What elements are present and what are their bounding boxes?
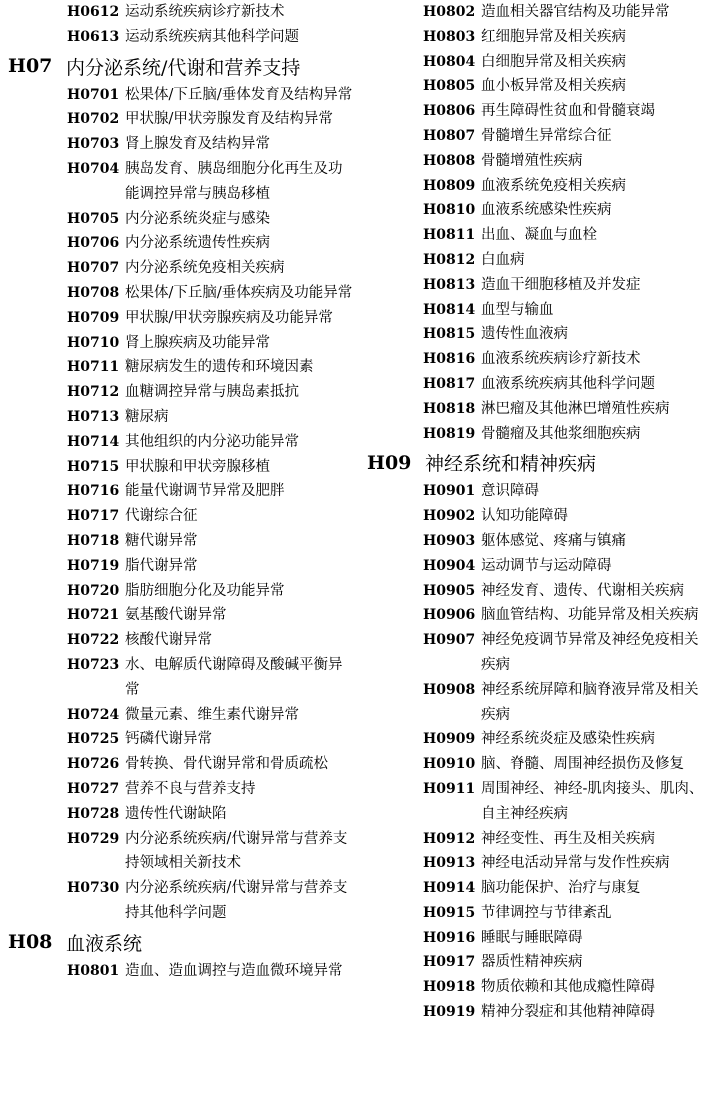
item-text: 出血、凝血与血栓 [481,227,597,244]
section-code: H08 [8,931,53,954]
item-code: H0612 [67,4,120,20]
item-text: 松果体/下丘脑/垂体疾病及功能异常 [125,284,353,301]
item-text: 内分泌系统免疫相关疾病 [125,260,285,277]
item-code: H0613 [67,28,120,45]
item-text: 脑、脊髓、周围神经损伤及修复 [481,756,684,773]
item-text: 血液系统疾病其他科学问题 [481,375,655,392]
item-code: H0918 [423,979,476,996]
section-code: H07 [8,55,53,78]
item-text: 神经变性、再生及相关疾病 [481,830,655,847]
item-text: 脑血管结构、功能异常及相关疾病 [481,607,699,624]
list-item [365,25,720,50]
item-code: H0901 [423,483,476,500]
item-text: 肾上腺疾病及功能异常 [125,334,270,351]
item-text: 淋巴瘤及其他淋巴增殖性疾病 [481,400,670,417]
list-item [0,529,360,554]
item-code: H0810 [423,202,476,219]
item-text: 造血相关器官结构及功能异常 [481,4,670,20]
item-text: 遗传性代谢缺陷 [125,805,227,822]
item-text: 松果体/下丘脑/垂体发育及结构异常 [125,86,353,103]
list-item [0,455,360,480]
list-item [365,50,720,75]
item-text: 能量代谢调节异常及肥胖 [125,483,285,500]
item-code: H0815 [423,326,476,343]
item-text: 红细胞异常及相关疾病 [481,28,626,45]
item-code: H0710 [67,334,120,351]
section-heading [0,926,360,959]
item-text: 钙磷代谢异常 [125,731,212,748]
item-text: 核酸代谢异常 [125,632,212,649]
item-text: 血型与输血 [481,301,554,318]
item-text: 精神分裂症和其他精神障碍 [481,1004,655,1021]
item-code: H0915 [423,904,476,921]
item-code: H0911 [423,780,476,797]
item-code: H0919 [423,1004,476,1021]
list-item [0,231,360,256]
item-code: H0912 [423,830,476,847]
item-code: H0727 [67,780,120,797]
list-item [0,727,360,752]
list-item [0,207,360,232]
list-item [365,529,720,554]
list-item [365,628,720,678]
list-item [365,322,720,347]
list-item [365,926,720,951]
item-text: 内分泌系统炎症与感染 [125,210,270,227]
item-code: H0707 [67,260,120,277]
item-text: 认知功能障碍 [481,508,568,525]
list-item [365,827,720,852]
item-text: 骨髓瘤及其他浆细胞疾病 [481,425,641,442]
item-code: H0803 [423,28,476,45]
item-text: 神经电活动异常与发作性疾病 [481,855,670,872]
list-item [365,273,720,298]
item-code: H0902 [423,508,476,525]
item-text: 内分泌系统疾病/代谢异常与营养支持其他科学问题 [125,880,348,921]
section-title: 内分泌系统/代谢和营养支持 [66,56,301,79]
item-code: H0730 [67,880,120,897]
list-item [365,950,720,975]
item-text: 脂代谢异常 [125,557,198,574]
item-code: H0715 [67,458,120,475]
list-item [365,876,720,901]
item-text: 糖尿病 [125,408,169,425]
item-text: 造血、造血调控与造血微环境异常 [125,962,343,979]
item-text: 脑功能保护、治疗与康复 [481,880,641,897]
list-item [0,355,360,380]
item-text: 代谢综合征 [125,508,198,525]
list-item [0,479,360,504]
item-text: 胰岛发育、胰岛细胞分化再生及功能调控异常与胰岛移植 [125,160,343,202]
item-text: 甲状腺和甲状旁腺移植 [125,458,270,475]
item-text: 运动调节与运动障碍 [481,557,612,574]
item-code: H0704 [67,160,120,177]
list-item [0,0,360,25]
item-text: 血液系统免疫相关疾病 [481,177,626,194]
item-code: H0914 [423,880,476,897]
item-text: 躯体感觉、疼痛与镇痛 [481,532,626,549]
list-item [365,149,720,174]
item-code: H0717 [67,508,120,525]
item-code: H0708 [67,284,120,301]
item-text: 骨转换、骨代谢异常和骨质疏松 [125,756,328,773]
item-text: 意识障碍 [481,483,539,500]
item-text: 造血干细胞移植及并发症 [481,276,641,293]
item-code: H0709 [67,309,120,326]
item-code: H0701 [67,86,120,103]
list-item [365,397,720,422]
item-text: 神经免疫调节异常及神经免疫相关疾病 [481,632,699,673]
item-text: 血小板异常及相关疾病 [481,78,626,95]
list-item [0,157,360,207]
item-text: 营养不良与营养支持 [125,780,256,797]
item-code: H0705 [67,210,120,227]
list-item [0,83,360,108]
section-heading [0,50,360,83]
section-heading [365,446,720,479]
item-text: 内分泌系统遗传性疾病 [125,235,270,252]
item-code: H0807 [423,127,476,144]
item-code: H0726 [67,756,120,773]
list-item [365,504,720,529]
item-code: H0801 [67,962,120,979]
section-title: 神经系统和精神疾病 [425,453,597,476]
item-code: H0714 [67,433,120,450]
item-text: 内分泌系统疾病/代谢异常与营养支持领域相关新技术 [125,830,348,872]
list-item [0,331,360,356]
list-item [0,628,360,653]
list-item [0,703,360,728]
list-item [365,223,720,248]
item-text: 神经发育、遗传、代谢相关疾病 [481,582,684,599]
item-text: 周围神经、神经-肌肉接头、肌肉、自主神经疾病 [481,780,704,822]
item-code: H0917 [423,954,476,971]
item-text: 再生障碍性贫血和骨髓衰竭 [481,103,655,120]
item-code: H0721 [67,607,120,624]
item-code: H0816 [423,351,476,368]
list-item [0,827,360,877]
item-code: H0716 [67,483,120,500]
item-text: 其他组织的内分泌功能异常 [125,433,299,450]
item-text: 白血病 [481,251,525,268]
right-column [365,0,720,1025]
section-title: 血液系统 [66,932,143,955]
item-code: H0813 [423,276,476,293]
item-code: H0908 [423,681,476,698]
item-code: H0806 [423,103,476,120]
item-code: H0909 [423,731,476,748]
list-item [365,198,720,223]
item-code: H0809 [423,177,476,194]
list-item [0,876,360,926]
list-item [0,504,360,529]
list-item [365,603,720,628]
item-text: 骨髓增殖性疾病 [481,152,583,169]
item-code: H0905 [423,582,476,599]
item-code: H0910 [423,756,476,773]
item-code: H0702 [67,111,120,128]
item-code: H0916 [423,929,476,946]
item-code: H0728 [67,805,120,822]
list-item [0,603,360,628]
item-code: H0723 [67,656,120,673]
item-code: H0907 [423,632,476,649]
item-code: H0729 [67,830,120,847]
item-code: H0720 [67,582,120,599]
item-code: H0725 [67,731,120,748]
item-code: H0711 [67,359,120,376]
list-item [365,99,720,124]
list-item [365,422,720,447]
list-item [365,727,720,752]
item-code: H0903 [423,532,476,549]
list-item [365,174,720,199]
list-item [0,653,360,703]
list-item [365,372,720,397]
list-item [365,851,720,876]
list-item [365,554,720,579]
list-item [0,380,360,405]
list-item [365,752,720,777]
item-text: 运动系统疾病其他科学问题 [125,28,299,45]
list-item [365,579,720,604]
list-item [365,479,720,504]
list-item [0,579,360,604]
item-code: H0805 [423,78,476,95]
list-item [365,0,720,25]
item-text: 遗传性血液病 [481,326,568,343]
item-text: 水、电解质代谢障碍及酸碱平衡异常 [125,656,343,698]
item-code: H0802 [423,4,476,20]
list-item [365,975,720,1000]
left-column [0,0,360,983]
item-code: H0719 [67,557,120,574]
list-item [0,959,360,984]
item-text: 血液系统疾病诊疗新技术 [481,351,641,368]
list-item [0,256,360,281]
item-code: H0718 [67,532,120,549]
item-text: 睡眠与睡眠障碍 [481,929,583,946]
item-code: H0913 [423,855,476,872]
item-text: 节律调控与节律紊乱 [481,904,612,921]
item-text: 氨基酸代谢异常 [125,607,227,624]
list-item [0,430,360,455]
list-item [0,107,360,132]
list-item [365,298,720,323]
list-item [0,405,360,430]
list-item [365,901,720,926]
item-code: H0819 [423,425,476,442]
item-text: 糖代谢异常 [125,532,198,549]
section-code: H09 [367,451,412,474]
item-text: 微量元素、维生素代谢异常 [125,706,299,723]
list-item [365,74,720,99]
list-item [365,248,720,273]
item-code: H0904 [423,557,476,574]
item-text: 神经系统炎症及感染性疾病 [481,731,655,748]
item-code: H0706 [67,235,120,252]
list-item [0,802,360,827]
list-item [0,306,360,331]
item-text: 物质依赖和其他成瘾性障碍 [481,979,655,996]
list-item [365,777,720,827]
item-text: 骨髓增生异常综合征 [481,127,612,144]
item-text: 脂肪细胞分化及功能异常 [125,582,285,599]
item-code: H0906 [423,607,476,624]
item-code: H0814 [423,301,476,318]
item-code: H0804 [423,53,476,70]
list-item [365,678,720,728]
item-code: H0812 [423,251,476,268]
item-text: 血糖调控异常与胰岛素抵抗 [125,384,299,401]
list-item [0,132,360,157]
item-code: H0808 [423,152,476,169]
item-text: 甲状腺/甲状旁腺发育及结构异常 [125,111,333,128]
item-text: 糖尿病发生的遗传和环境因素 [125,359,314,376]
item-code: H0713 [67,408,120,425]
item-text: 肾上腺发育及结构异常 [125,136,270,153]
list-item [0,777,360,802]
item-code: H0817 [423,375,476,392]
item-code: H0811 [423,227,476,244]
item-code: H0724 [67,706,120,723]
item-code: H0818 [423,400,476,417]
item-text: 甲状腺/甲状旁腺疾病及功能异常 [125,309,333,326]
list-item [0,752,360,777]
list-item [365,124,720,149]
list-item [0,554,360,579]
list-item [365,347,720,372]
item-code: H0712 [67,384,120,401]
list-item [0,25,360,50]
item-text: 运动系统疾病诊疗新技术 [125,4,285,20]
item-code: H0722 [67,632,120,649]
list-item [0,281,360,306]
item-text: 血液系统感染性疾病 [481,202,612,219]
item-code: H0703 [67,136,120,153]
list-item [365,1000,720,1025]
item-text: 白细胞异常及相关疾病 [481,53,626,70]
item-text: 器质性精神疾病 [481,954,583,971]
item-text: 神经系统屏障和脑脊液异常及相关疾病 [481,681,699,723]
